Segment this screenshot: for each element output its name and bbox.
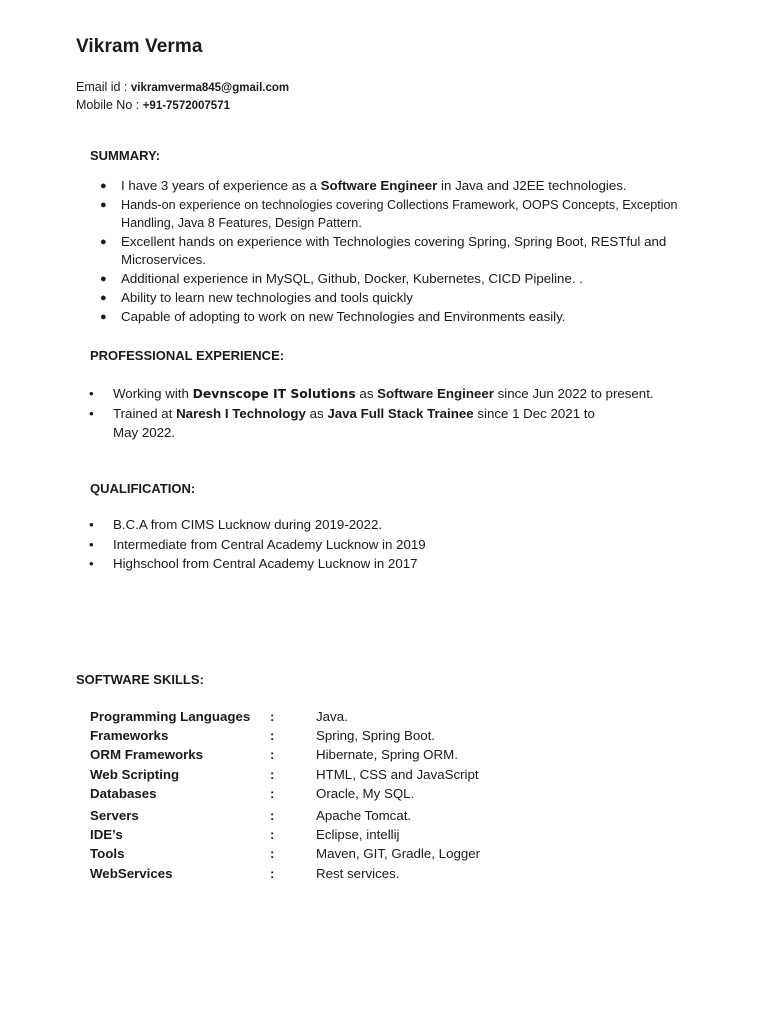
skill-value: Apache Tomcat. bbox=[316, 808, 412, 824]
skill-value: Maven, GIT, Gradle, Logger bbox=[316, 846, 481, 862]
summary-item: ● Excellent hands on experience with Technologies covering Spring, Spring Boot, RESTful and Microservices. bbox=[100, 233, 680, 271]
experience-text: as bbox=[305, 405, 328, 421]
experience-text: since Jun 2022 to present. bbox=[493, 386, 654, 401]
experience-text: as bbox=[355, 386, 378, 401]
email-label: Email id : bbox=[76, 80, 131, 94]
skill-key: Frameworks bbox=[90, 728, 169, 744]
qualification-list bbox=[89, 515, 689, 574]
summary-item bbox=[100, 177, 680, 196]
summary-item-bold: Software Engineer bbox=[320, 178, 438, 193]
email-line bbox=[76, 80, 289, 94]
experience-item bbox=[89, 404, 613, 443]
skill-separator: : bbox=[270, 865, 275, 881]
skill-row bbox=[90, 765, 480, 784]
job-role: Software Engineer bbox=[377, 386, 494, 401]
mobile-line bbox=[76, 98, 230, 112]
skill-row bbox=[90, 864, 480, 883]
summary-item: ● Capable of adopting to work on new Technologies and Environments easily. bbox=[100, 308, 680, 327]
skill-separator: : bbox=[270, 747, 275, 763]
skill-separator: : bbox=[270, 785, 275, 801]
mobile-label: Mobile No : bbox=[76, 98, 143, 112]
skill-separator: : bbox=[270, 766, 275, 782]
qualification-item: • B.C.A from CIMS Lucknow during 2019-2022. bbox=[89, 515, 689, 535]
summary-list bbox=[100, 177, 680, 327]
skill-value: Java. bbox=[316, 709, 348, 725]
company-name: Naresh I Technology bbox=[176, 405, 306, 421]
summary-item-text: in Java and J2EE technologies. bbox=[437, 178, 627, 193]
job-role: Java Full Stack Trainee bbox=[327, 405, 474, 421]
skill-row bbox=[90, 745, 480, 764]
skill-key: Web Scripting bbox=[90, 766, 180, 782]
skill-row bbox=[90, 825, 480, 844]
experience-item bbox=[89, 384, 664, 404]
skill-value: Oracle, My SQL. bbox=[316, 785, 415, 801]
candidate-name: Vikram Verma bbox=[76, 36, 203, 57]
skill-key: Programming Languages bbox=[90, 709, 251, 725]
experience-text: Working with bbox=[113, 386, 193, 401]
skill-separator: : bbox=[270, 808, 275, 824]
skill-key: Databases bbox=[90, 785, 157, 801]
skill-value: Hibernate, Spring ORM. bbox=[316, 747, 458, 763]
experience-heading: PROFESSIONAL EXPERIENCE: bbox=[90, 348, 285, 363]
skills-heading: SOFTWARE SKILLS: bbox=[76, 672, 204, 687]
skill-row bbox=[90, 844, 480, 863]
summary-item: ● Hands-on experience on technologies covering Collections Framework, OOPS Concepts, Exception Handling, Java 8 Features, Design Pattern. bbox=[100, 196, 680, 233]
qualification-item: • Highschool from Central Academy Lucknow in 2017 bbox=[89, 554, 689, 574]
skill-key: ORM Frameworks bbox=[90, 747, 204, 763]
skill-value: Rest services. bbox=[316, 865, 400, 881]
summary-heading: SUMMARY: bbox=[90, 148, 161, 163]
skill-key: Servers bbox=[90, 808, 139, 824]
company-name: Devnscope IT Solutions bbox=[192, 386, 356, 401]
skill-key: Tools bbox=[90, 846, 125, 862]
skill-value: Spring, Spring Boot. bbox=[316, 728, 436, 744]
skill-value: Eclipse, intellij bbox=[316, 827, 400, 843]
experience-text: since 1 Dec 2021 to May 2022. bbox=[113, 405, 595, 440]
skill-key: IDE’s bbox=[90, 827, 123, 843]
skill-separator: : bbox=[270, 827, 275, 843]
qualification-heading: QUALIFICATION: bbox=[90, 481, 196, 496]
skill-separator: : bbox=[270, 709, 275, 725]
experience-list bbox=[89, 384, 664, 443]
summary-item: ● Ability to learn new technologies and tools quickly bbox=[100, 289, 680, 308]
summary-item: ● Additional experience in MySQL, Github, Docker, Kubernetes, CICD Pipeline. . bbox=[100, 270, 680, 289]
skill-separator: : bbox=[270, 846, 275, 862]
skill-value: HTML, CSS and JavaScript bbox=[316, 766, 479, 782]
skill-row bbox=[90, 784, 480, 803]
qualification-item: • Intermediate from Central Academy Lucknow in 2019 bbox=[89, 535, 689, 555]
email-value: vikramverma845@gmail.com bbox=[130, 82, 290, 94]
mobile-value: +91-7572007571 bbox=[142, 100, 230, 112]
experience-text: Trained at bbox=[113, 405, 177, 421]
skill-row bbox=[90, 726, 480, 745]
skill-separator: : bbox=[270, 728, 275, 744]
summary-item-text: I have 3 years of experience as a bbox=[121, 178, 321, 193]
skill-row bbox=[90, 803, 480, 825]
skills-table bbox=[90, 707, 480, 883]
skill-row bbox=[90, 707, 480, 726]
skill-key: WebServices bbox=[90, 865, 173, 881]
